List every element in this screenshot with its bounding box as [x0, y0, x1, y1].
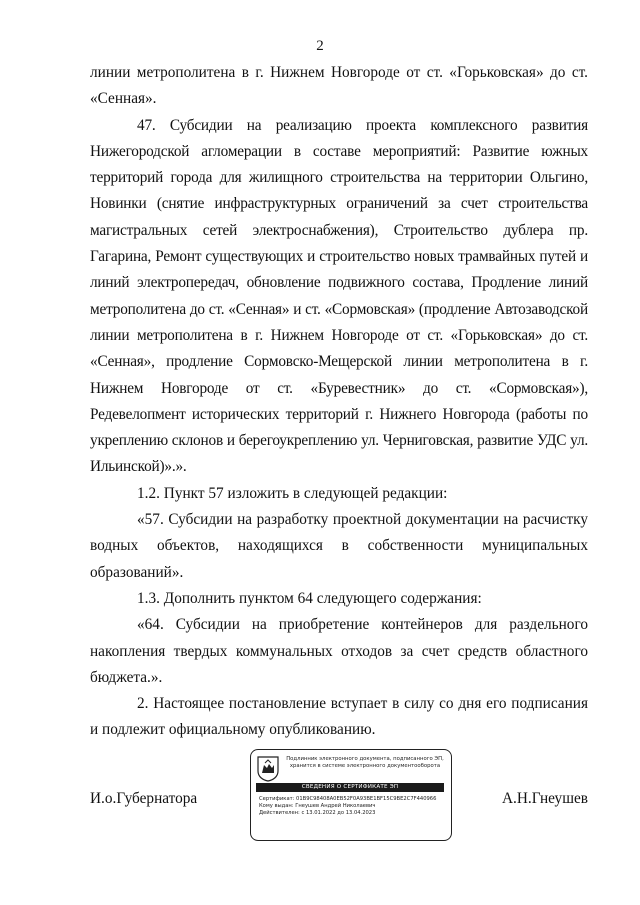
page-number: 2 — [316, 38, 324, 54]
owner-row — [259, 803, 447, 810]
certificate-value: 01B9C98408A0EB52F0A93BE1BF15C9BE2C7F440966 — [296, 796, 437, 802]
paragraph-item-47: 47. Субсидии на реализацию проекта комплексного развития Нижегородской агломерации в составе мероприятий: Развитие южных территорий города для жилищного строительства на территории Ольгино, Новинки (снятие инфраструктурных ограничений за счет строительства магистральных сетей электроснабжения), Строительство дублера пр. Гагарина, Ремонт существующих и строительство новых трамвайных путей и линий электропередач, обновление подвижного состава, Продление линий метрополитена до ст. «Сенная» и ст. «Сормовская» (продление Автозаводской линии метрополитена в г. Нижнем Новгороде от ст. «Горьковская» до ст. «Сенная», продление Сормовско-Мещерской линии метрополитена в г. Нижнем Новгороде от ст. «Буревестник» до ст. «Сормовская»), Редевелопмент исторических территорий г. Нижнего Новгорода (работы по укреплению склонов и берегоукреплению ул. Черниговская, развитие УДС ул. Ильинской)».». — [90, 116, 588, 476]
paragraph-1-2: 1.2. Пункт 57 изложить в следующей редакции: — [137, 484, 448, 502]
owner-value: Гнеушев Андрей Николаевич — [295, 803, 376, 809]
certificate-label: Сертификат: — [259, 796, 295, 802]
stamp-header: СВЕДЕНИЯ О СЕРТИФИКАТЕ ЭП — [256, 783, 444, 792]
stamp-info-text — [283, 756, 447, 770]
validity-row — [259, 810, 447, 817]
signatory-name: А.Н.Гнеушев — [501, 790, 588, 807]
signatory-position: И.о.Губернатора — [90, 790, 198, 807]
stamp-info-line-1: Подлинник электронного документа, подписанного ЭП, — [286, 756, 444, 762]
owner-label: Кому выдан: — [259, 803, 294, 809]
paragraph-2: 2. Настоящее постановление вступает в силу со дня его подписания и подлежит официальному опубликованию. — [90, 695, 588, 739]
paragraph-item-64: «64. Субсидии на приобретение контейнеров для раздельного накопления твердых коммунальных отходов за счет средств областного бюджета.». — [90, 616, 588, 686]
certificate-row — [259, 796, 447, 803]
stamp-info-line-2: хранится в системе электронного документооборота — [289, 763, 441, 769]
electronic-signature-stamp — [250, 749, 452, 841]
coat-of-arms-icon — [257, 756, 279, 782]
paragraph-1-3: 1.3. Дополнить пунктом 64 следующего содержания: — [137, 589, 482, 607]
paragraph-continuation: линии метрополитена в г. Нижнем Новгороде от ст. «Горьковская» до ст. «Сенная». — [90, 64, 588, 108]
document-body — [90, 60, 588, 744]
validity-value: с 13.01.2022 до 13.04.2023 — [301, 810, 376, 816]
paragraph-item-57: «57. Субсидии на разработку проектной документации на расчистку водных объектов, находящихся в собственности муниципальных образований». — [90, 511, 588, 581]
validity-label: Действителен: — [259, 810, 300, 816]
stamp-certificate-details — [259, 796, 447, 817]
